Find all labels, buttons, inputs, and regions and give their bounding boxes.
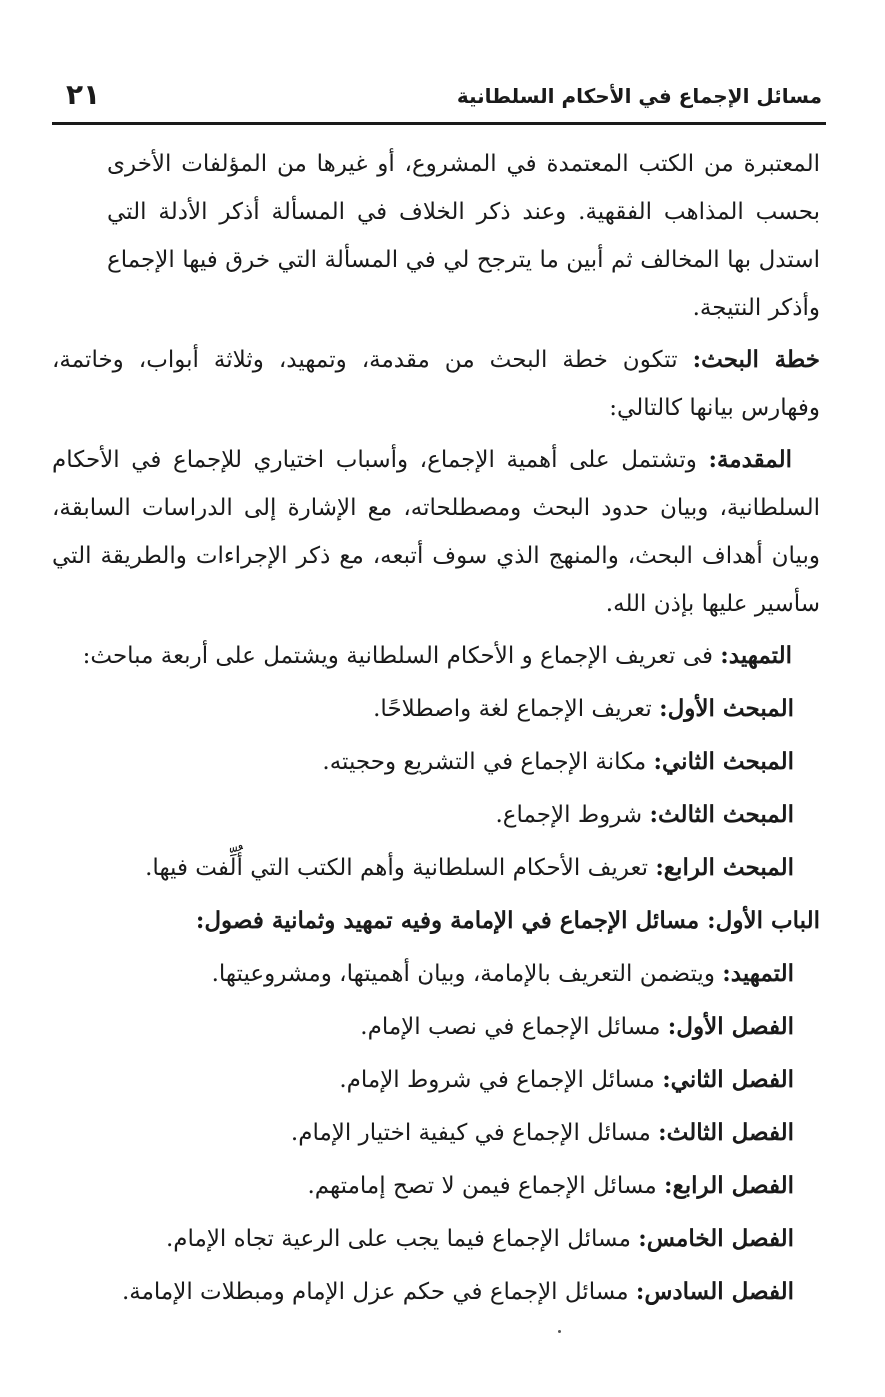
- outline-item: [52, 894, 820, 947]
- prelude-paragraph: [52, 632, 820, 680]
- outline-list: [52, 682, 820, 1318]
- outline-item-label: الفصل الرابع:: [663, 1172, 794, 1199]
- prelude-text: فى تعريف الإجماع و الأحكام السلطانية ويشتمل على أربعة مباحث:: [82, 643, 721, 669]
- outline-item: [52, 1212, 820, 1265]
- outline-item-label: المبحث الأول:: [659, 695, 794, 722]
- outline-item-text: شروط الإجماع.: [495, 802, 650, 828]
- research-plan-text: تتكون خطة البحث من مقدمة، وتمهيد، وثلاثة أبواب، وخاتمة، وفهارس بيانها كالتالي:: [52, 347, 820, 421]
- outline-item-label: المبحث الثاني:: [653, 748, 794, 775]
- research-plan-label: خطة البحث:: [692, 346, 820, 373]
- outline-item-label: المبحث الرابع:: [655, 854, 794, 881]
- print-speck: [558, 1330, 561, 1333]
- outline-item: [52, 1106, 820, 1159]
- introduction-paragraph: [52, 436, 820, 628]
- outline-item: [52, 1000, 820, 1053]
- outline-item: [52, 841, 820, 894]
- outline-item-text: مسائل الإجماع في حكم عزل الإمام ومبطلات الإمامة.: [121, 1279, 636, 1305]
- outline-item-text: تعريف الأحكام السلطانية وأهم الكتب التي أُلِّفت فيها.: [145, 855, 656, 881]
- outline-item-text: مسائل الإجماع في نصب الإمام.: [360, 1014, 668, 1040]
- outline-item-text: مكانة الإجماع في التشريع وحجيته.: [322, 749, 654, 775]
- outline-item-text: مسائل الإجماع في شروط الإمام.: [339, 1067, 663, 1093]
- intro-paragraph: المعتبرة من الكتب المعتمدة في المشروع، أو غيرها من المؤلفات الأخرى بحسب المذاهب الفقهية. وعند ذكر الخلاف في المسألة أذكر الأدلة التي استدل بها المخالف ثم أبين ما يترجح لي في المسألة التي خرق فيها الإجماع وأذكر النتيجة.: [107, 151, 820, 321]
- running-title: مسائل الإجماع في الأحكام السلطانية: [456, 84, 822, 108]
- outline-item-label: المبحث الثالث:: [649, 801, 794, 828]
- outline-item-label: الفصل الخامس:: [638, 1225, 794, 1252]
- page-number: ٢١: [66, 78, 101, 111]
- outline-item-label: الفصل السادس:: [635, 1278, 794, 1305]
- outline-item: [52, 1159, 820, 1212]
- page-body: [52, 140, 820, 1318]
- outline-item: [52, 788, 820, 841]
- outline-item-text: مسائل الإجماع فيما يجب على الرعية تجاه الإمام.: [165, 1226, 639, 1252]
- outline-item-text: ويتضمن التعريف بالإمامة، وبيان أهميتها، ومشروعيتها.: [211, 961, 723, 987]
- page-header: [52, 78, 826, 125]
- outline-item-label: الفصل الثالث:: [658, 1119, 794, 1146]
- outline-item: [52, 1265, 820, 1318]
- outline-item: [52, 682, 820, 735]
- introduction-label: المقدمة:: [708, 446, 792, 473]
- outline-item: [52, 1053, 820, 1106]
- research-plan-paragraph: [52, 336, 820, 432]
- outline-item-label: التمهيد:: [722, 960, 794, 987]
- outline-item-label: الباب الأول:: [707, 907, 820, 934]
- outline-item-text: تعريف الإجماع لغة واصطلاحًا.: [373, 696, 660, 722]
- outline-item: [52, 735, 820, 788]
- outline-item-text: مسائل الإجماع في الإمامة وفيه تمهيد وثمانية فصول:: [195, 907, 708, 934]
- outline-item: [52, 947, 820, 1000]
- outline-item-text: مسائل الإجماع في كيفية اختيار الإمام.: [290, 1120, 659, 1146]
- outline-item-text: مسائل الإجماع فيمن لا تصح إمامتهم.: [307, 1173, 664, 1199]
- introduction-text: وتشتمل على أهمية الإجماع، وأسباب اختياري للإجماع في الأحكام السلطانية، وبيان حدود البحث ومصطلحاته، مع الإشارة إلى الدراسات السابقة، وبيان أهداف البحث، والمنهج الذي سوف أتبعه، مع ذكر الإجراءات والطريقة التي سأسير عليها بإذن الله.: [52, 447, 820, 617]
- outline-item-label: الفصل الثاني:: [662, 1066, 794, 1093]
- outline-item-label: الفصل الأول:: [667, 1013, 794, 1040]
- prelude-label: التمهيد:: [720, 642, 792, 669]
